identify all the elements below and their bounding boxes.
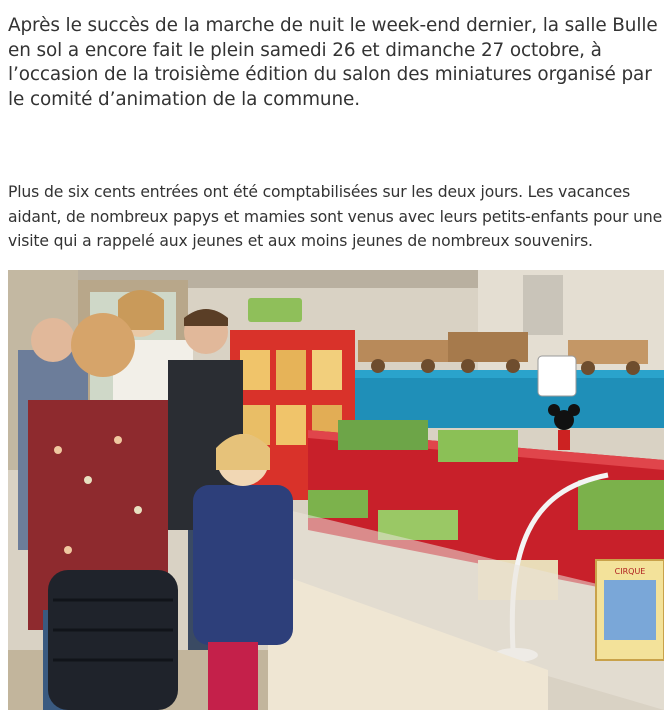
lead-paragraph: Après le succès de la marche de nuit le week-end dernier, la salle Bulle en sol a encore fait le plein samedi 26 et dimanche 27 octobre, à l’occasion de la troisième édition du salon des miniatures organisé par le comité d’animation de la commune. [8, 15, 658, 110]
miniatures-exhibition-photo [8, 270, 664, 710]
article-photo [8, 270, 664, 710]
diorama-5 [578, 480, 664, 530]
green-sign [248, 298, 302, 322]
wall-panel [523, 275, 563, 335]
diorama-2 [438, 430, 518, 462]
little-girl-blue-coat [193, 485, 293, 645]
model-truck-1 [358, 340, 448, 362]
blue-table-top [348, 370, 664, 378]
diorama-3 [308, 490, 368, 518]
model-truck-2 [448, 332, 528, 362]
circus-box-label: CIRQUE [614, 567, 646, 576]
diorama-1 [338, 420, 428, 450]
blue-table [348, 370, 664, 428]
body-paragraph: Plus de six cents entrées ont été comptabilisées sur les deux jours. Les vacances aidant, de nombreux papys et mamies sont venus avec leurs petits-enfants pour une visite qui a rappelé aux jeunes et aux moins jeunes de nombreux souvenirs. [8, 183, 663, 250]
puffer-jacket [48, 570, 178, 710]
speech-sign [538, 356, 576, 396]
model-truck-3 [568, 340, 648, 364]
